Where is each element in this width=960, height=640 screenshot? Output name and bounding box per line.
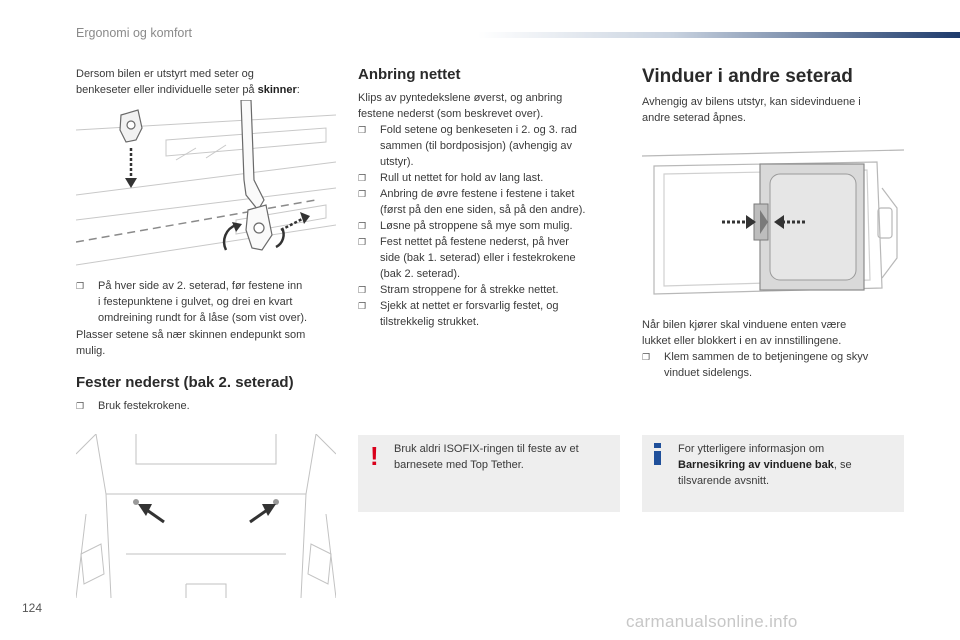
info-box: [642, 435, 904, 512]
col3-paragraph: Når bilen kjører skal vinduene enten være lukket eller blokkert i en av innstillingene.: [642, 319, 847, 347]
col1-bullet2: ❐ Bruk festekrokene.: [76, 400, 190, 412]
warning-text: Bruk aldri ISOFIX-ringen til feste av et barnesete med Top Tether.: [394, 443, 579, 471]
header-gradient-bar: [478, 32, 960, 38]
col1-after-text: Plasser setene så nær skinnen endepunkt som mulig.: [76, 329, 306, 357]
info-bold: Barnesikring av vinduene bak: [678, 459, 834, 471]
check-box-icon: ❐: [358, 189, 367, 199]
page-number: 124: [22, 601, 43, 615]
info-text: For ytterligere informasjon om Barnesikring av vinduene bak, se tilsvarende avsnitt.: [678, 443, 852, 487]
list-item: ❐ Fest nettet på festene nederst, på hver side (bak 1. seterad) eller i festekrokene (bak 2. seterad).: [358, 236, 576, 280]
info-icon: [654, 443, 662, 465]
section-title: Ergonomi og komfort: [76, 26, 193, 40]
list-item: ❐ Løsne på stroppene så mye som mulig.: [358, 220, 573, 232]
heading-anbring-nettet: Anbring nettet: [358, 66, 461, 83]
heading-fester-nederst: Fester nederst (bak 2. seterad): [76, 374, 294, 391]
col1-intro: Dersom bilen er utstyrt med seter og benkeseter eller individuelle seter på skinner:: [76, 68, 300, 96]
heading-vinduer: Vinduer i andre seterad: [642, 66, 853, 87]
list-item: ❐ Fold setene og benkeseten i 2. og 3. rad sammen (til bordposisjon) (avhengig av utstyr).: [358, 124, 577, 168]
floor-hooks-illustration: [76, 434, 336, 598]
check-box-icon: ❐: [358, 125, 367, 135]
watermark: carmanualsonline.info: [626, 612, 798, 631]
check-box-icon: ❐: [642, 352, 651, 362]
exclamation-icon: !: [370, 441, 379, 471]
list-item: ❐ Sjekk at nettet er forsvarlig festet, og tilstrekkelig strukket.: [358, 300, 559, 328]
col1-bullet1: ❐ På hver side av 2. seterad, før festene inn i festepunktene i gulvet, og drei en kvart omdreining rundt for å låse (som vist over).: [76, 280, 308, 324]
seat-rail-illustration: [76, 100, 336, 270]
list-item: ❐ Stram stroppene for å strekke nettet.: [358, 284, 559, 296]
warning-box: [358, 435, 620, 512]
check-box-icon: ❐: [76, 281, 85, 291]
list-item: ❐ Rull ut nettet for hold av lang last.: [358, 172, 544, 184]
col2-bullets: [358, 122, 620, 330]
intro-bold: skinner: [257, 84, 297, 96]
list-item: ❐ Anbring de øvre festene i festene i taket (først på den ene siden, så på den andre).: [358, 188, 586, 216]
col3-intro: Avhengig av bilens utstyr, kan sidevinduene i andre seterad åpnes.: [642, 96, 861, 124]
sliding-window-illustration: [642, 148, 904, 304]
check-box-icon: ❐: [76, 401, 85, 411]
check-box-icon: ❐: [358, 173, 367, 183]
check-box-icon: ❐: [358, 301, 367, 311]
check-box-icon: ❐: [358, 221, 367, 231]
check-box-icon: ❐: [358, 285, 367, 295]
col3-bullet: ❐ Klem sammen de to betjeningene og skyv vinduet sidelengs.: [642, 351, 869, 379]
check-box-icon: ❐: [358, 237, 367, 247]
col2-intro: Klips av pyntedekslene øverst, og anbring festene nederst (som beskrevet over).: [358, 92, 563, 120]
